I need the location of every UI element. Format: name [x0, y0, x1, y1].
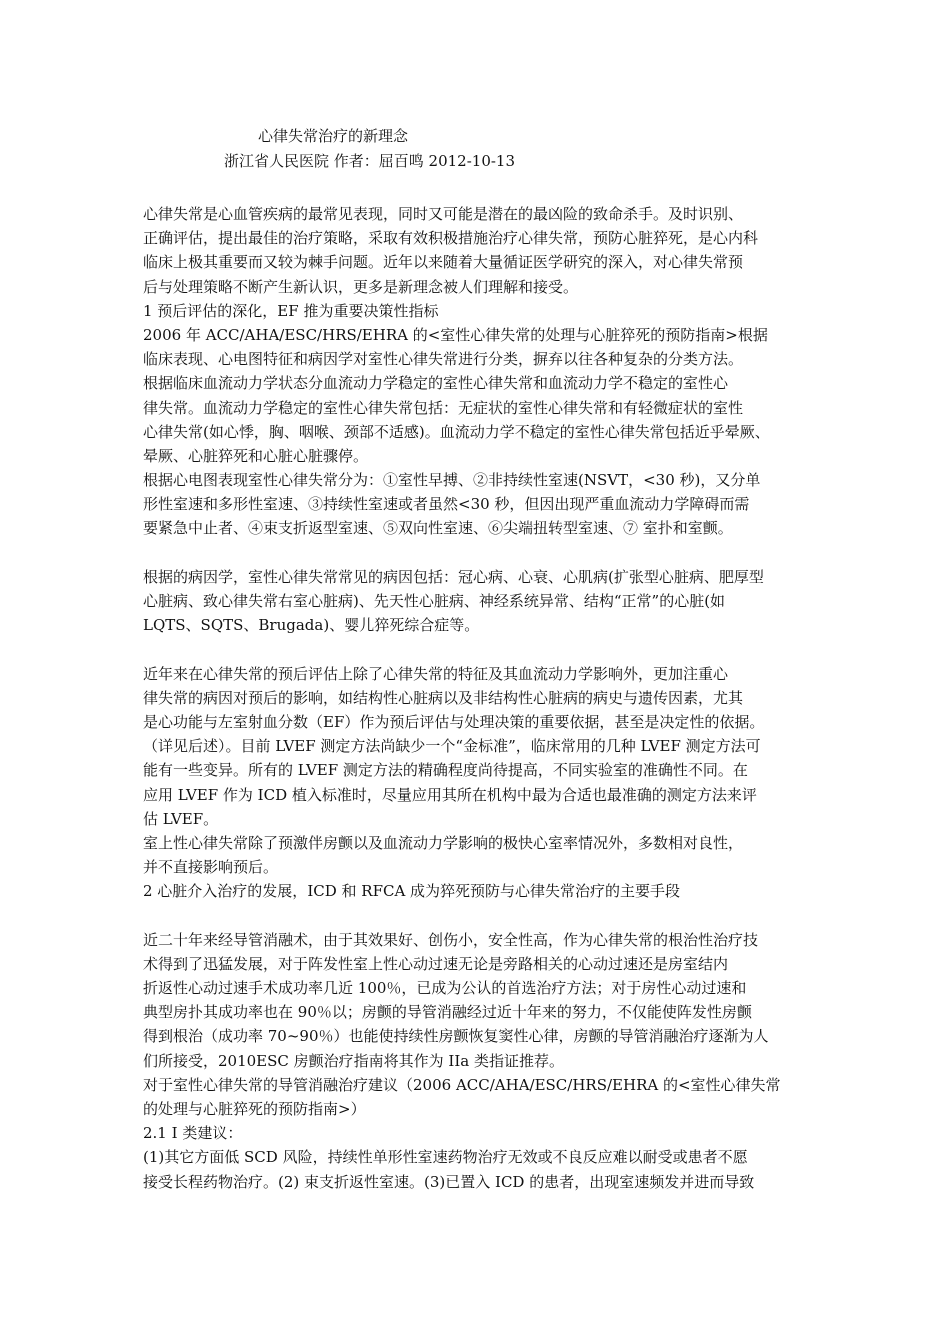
blank-line [143, 541, 818, 565]
text-line: 典型房扑其成功率也在 90％以；房颤的导管消融经过近十年来的努力，不仅能使阵发性房颤 [143, 1003, 752, 1022]
text-line: 2.1 I 类建议： [143, 1124, 243, 1143]
text-line: 2 心脏介入治疗的发展，ICD 和 RFCA 成为猝死预防与心律失常治疗的主要手段 [143, 882, 681, 901]
text-line: 根据临床血流动力学状态分血流动力学稳定的室性心律失常和血流动力学不稳定的室性心 [143, 374, 729, 393]
text-line: (1)其它方面低 SCD 风险，持续性单形性室速药物治疗无效或不良反应难以耐受或患者不愿 [143, 1148, 748, 1167]
text-line: 2006 年 ACC/AHA/ESC/HRS/EHRA 的<室性心律失常的处理与心脏猝死的预防指南>根据 [143, 325, 768, 344]
text-line: 得到根治（成功率 70~90％）也能使持续性房颤恢复窦性心律，房颤的导管消融治疗逐渐为人 [143, 1027, 769, 1046]
text-line: 心脏病、致心律失常右室心脏病)、先天性心脏病、神经系统异常、结构“正常”的心脏(如 [143, 592, 726, 610]
text-line: 估 LVEF。 [143, 809, 219, 828]
text-line: 对于室性心律失常的导管消融治疗建议（2006 ACC/AHA/ESC/HRS/EHRA 的<室性心律失常 [143, 1075, 781, 1094]
text-line: 并不直接影响预后。 [143, 858, 279, 877]
text-line: 临床上极其重要而又较为棘手问题。近年以来随着大量循证医学研究的深入，对心律失常预 [143, 253, 744, 272]
text-line: 要紧急中止者、④束支折返型室速、⑤双向性室速、⑥尖端扭转型室速、⑦ 室扑和室颤。 [143, 519, 733, 538]
blank-line [143, 903, 818, 927]
text-line: 形性室速和多形性室速、③持续性室速或者虽然<30 秒，但因出现严重血流动力学障碍而需 [143, 495, 750, 514]
text-line: 的处理与心脏猝死的预防指南>） [143, 1099, 366, 1118]
text-line: 律失常。血流动力学稳定的室性心律失常包括：无症状的室性心律失常和有轻微症状的室性 [143, 398, 744, 417]
blank-line [143, 637, 818, 661]
text-line: 术得到了迅猛发展，对于阵发性室上性心动过速无论是旁路相关的心动过速还是房室结内 [143, 954, 729, 973]
text-line: 后与处理策略不断产生新认识，更多是新理念被人们理解和接受。 [143, 277, 579, 296]
text-line: 近二十年来经导管消融术，由于其效果好、创伤小，安全性高，作为心律失常的根治性治疗技 [143, 930, 759, 949]
document-body [143, 202, 818, 1194]
text-line: 是心功能与左室射血分数（EF）作为预后评估与处理决策的重要依据，甚至是决定性的依据。 [143, 712, 765, 731]
text-line: LQTS、SQTS、Brugada)、婴儿猝死综合症等。 [143, 616, 480, 635]
text-line: 心律失常是心血管疾病的最常见表现，同时又可能是潜在的最凶险的致命杀手。及时识别、 [143, 205, 744, 223]
text-line: 接受长程药物治疗。(2) 束支折返性室速。(3)已置入 ICD 的患者，出现室速频发并进而导致 [143, 1172, 755, 1191]
text-line: 正确评估，提出最佳的治疗策略，采取有效积极措施治疗心律失常，预防心脏猝死，是心内科 [143, 229, 759, 248]
document-title: 心律失常治疗的新理念 [258, 127, 409, 145]
text-line: 根据的病因学，室性心律失常常见的病因包括：冠心病、心衰、心肌病(扩张型心脏病、肥厚型 [143, 567, 764, 586]
text-line: 临床表现、心电图特征和病因学对室性心律失常进行分类，摒弃以往各种复杂的分类方法。 [143, 350, 744, 369]
text-line: 折返性心动过速手术成功率几近 100％，已成为公认的首选治疗方法；对于房性心动过速和 [143, 979, 747, 997]
text-line: 1 预后评估的深化，EF 推为重要决策性指标 [143, 301, 439, 320]
text-line: 晕厥、心脏猝死和心脏心脏骤停。 [143, 446, 369, 465]
document-byline: 浙江省人民医院 作者：屈百鸣 2012-10-13 [224, 152, 516, 170]
text-line: 心律失常(如心悸，胸、咽喉、颈部不适感)。血流动力学不稳定的室性心律失常包括近乎晕厥、 [143, 422, 770, 441]
text-line: 应用 LVEF 作为 ICD 植入标准时，尽量应用其所在机构中最为合适也最准确的测定方法来评 [143, 785, 757, 804]
text-line: （详见后述）。目前 LVEF 测定方法尚缺少一个“金标准”，临床常用的几种 LVEF 测定方法可 [143, 737, 761, 756]
text-line: 律失常的病因对预后的影响，如结构性心脏病以及非结构性心脏病的病史与遗传因素，尤其 [143, 688, 744, 707]
text-line: 近年来在心律失常的预后评估上除了心律失常的特征及其血流动力学影响外，更加注重心 [143, 664, 729, 683]
text-line: 们所接受，2010ESC 房颤治疗指南将其作为 IIa 类指证推荐。 [143, 1051, 564, 1070]
text-line: 根据心电图表现室性心律失常分为：①室性早搏、②非持续性室速(NSVT，<30 秒)，又分单 [143, 471, 761, 490]
text-line: 能有一些变异。所有的 LVEF 测定方法的精确程度尚待提高，不同实验室的准确性不同。在 [143, 761, 748, 780]
text-line: 室上性心律失常除了预激伴房颤以及血流动力学影响的极快心室率情况外，多数相对良性， [143, 833, 744, 852]
